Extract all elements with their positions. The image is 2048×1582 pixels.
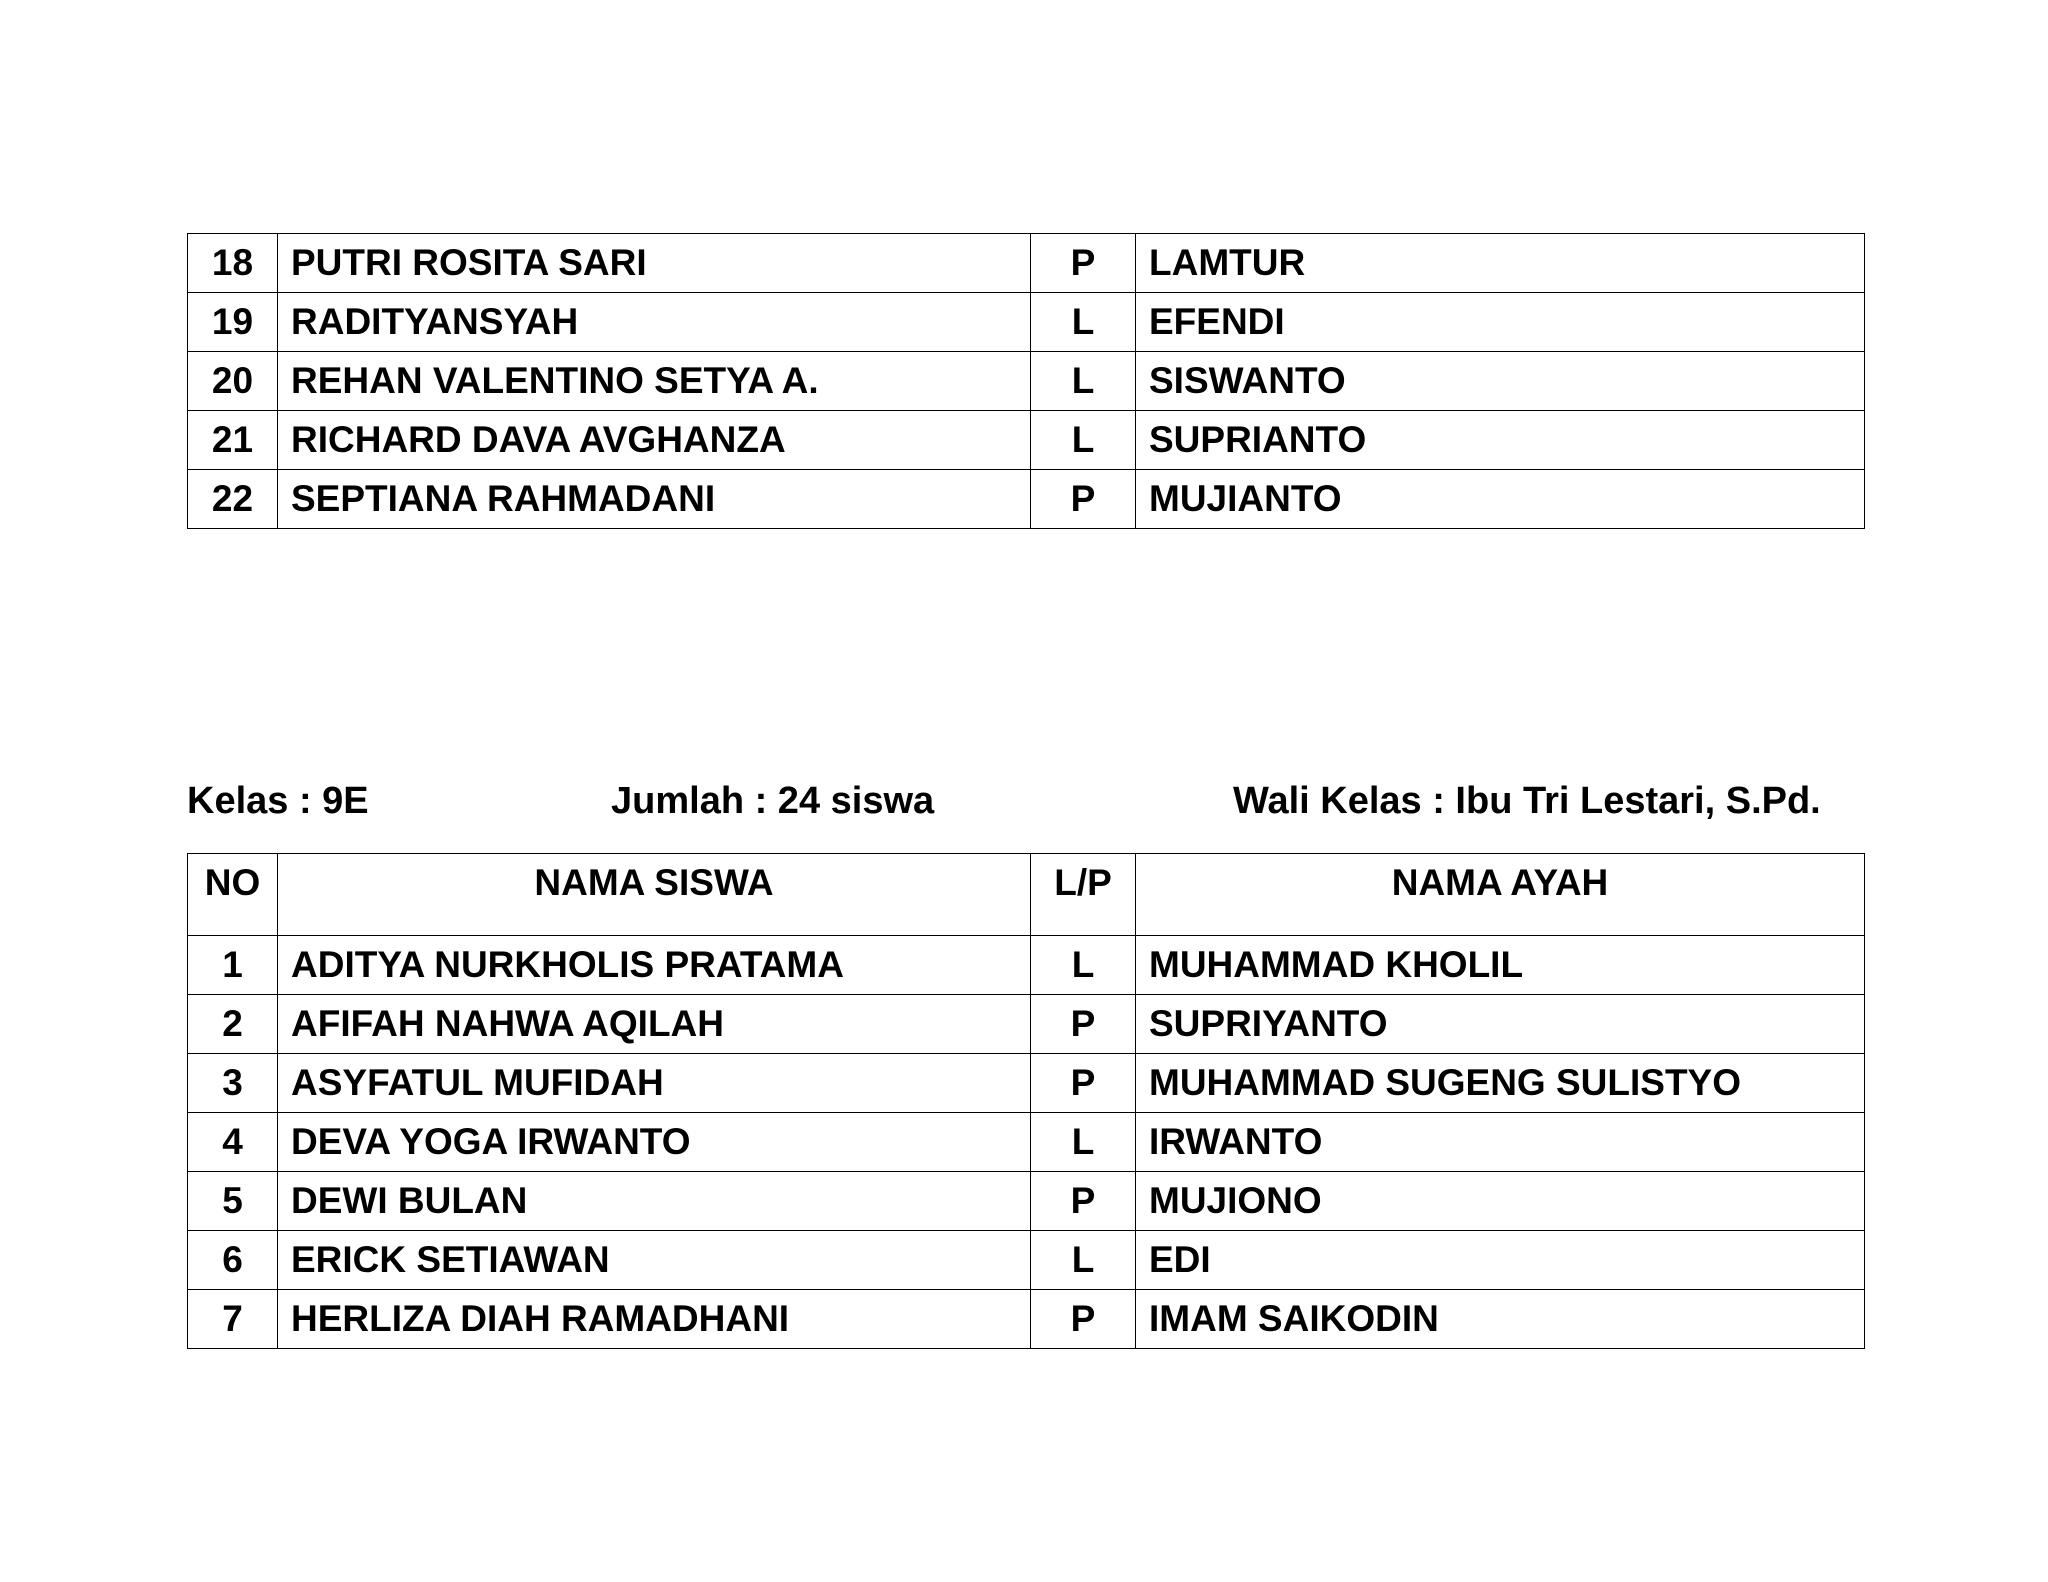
- class-label: Kelas : 9E: [187, 780, 369, 822]
- student-name: DEWI BULAN: [278, 1172, 1031, 1231]
- header-student-name: NAMA SISWA: [278, 854, 1031, 936]
- row-number: 5: [188, 1172, 278, 1231]
- father-name: MUJIONO: [1136, 1172, 1865, 1231]
- father-name: SUPRIYANTO: [1136, 995, 1865, 1054]
- student-name: ERICK SETIAWAN: [278, 1231, 1031, 1290]
- father-name: EDI: [1136, 1231, 1865, 1290]
- gender: L: [1031, 411, 1136, 470]
- student-name: PUTRI ROSITA SARI: [278, 234, 1031, 293]
- row-number: 21: [188, 411, 278, 470]
- table-row: [188, 352, 1865, 411]
- header-no: NO: [188, 854, 278, 936]
- header-father-name: NAMA AYAH: [1136, 854, 1865, 936]
- student-name: REHAN VALENTINO SETYA A.: [278, 352, 1031, 411]
- father-name: EFENDI: [1136, 293, 1865, 352]
- gender: L: [1031, 1113, 1136, 1172]
- father-name: MUJIANTO: [1136, 470, 1865, 529]
- gender: P: [1031, 995, 1136, 1054]
- father-name: MUHAMMAD KHOLIL: [1136, 936, 1865, 995]
- table-row: [188, 234, 1865, 293]
- student-table-continued: [187, 233, 1865, 529]
- row-number: 19: [188, 293, 278, 352]
- gender: L: [1031, 293, 1136, 352]
- table-row: [188, 1172, 1865, 1231]
- row-number: 22: [188, 470, 278, 529]
- father-name: SISWANTO: [1136, 352, 1865, 411]
- table-row: [188, 1231, 1865, 1290]
- student-name: RICHARD DAVA AVGHANZA: [278, 411, 1031, 470]
- gender: P: [1031, 1290, 1136, 1349]
- table-row: [188, 995, 1865, 1054]
- father-name: MUHAMMAD SUGENG SULISTYO: [1136, 1054, 1865, 1113]
- father-name: IRWANTO: [1136, 1113, 1865, 1172]
- table-row: [188, 1054, 1865, 1113]
- gender: P: [1031, 234, 1136, 293]
- gender: L: [1031, 1231, 1136, 1290]
- row-number: 2: [188, 995, 278, 1054]
- header-gender: L/P: [1031, 854, 1136, 936]
- student-name: HERLIZA DIAH RAMADHANI: [278, 1290, 1031, 1349]
- gender: P: [1031, 1054, 1136, 1113]
- table-row: [188, 411, 1865, 470]
- gender: P: [1031, 470, 1136, 529]
- table-row: [188, 1113, 1865, 1172]
- student-table-9e: [187, 853, 1865, 1349]
- row-number: 18: [188, 234, 278, 293]
- father-name: IMAM SAIKODIN: [1136, 1290, 1865, 1349]
- father-name: LAMTUR: [1136, 234, 1865, 293]
- gender: L: [1031, 352, 1136, 411]
- row-number: 20: [188, 352, 278, 411]
- student-name: RADITYANSYAH: [278, 293, 1031, 352]
- student-name: AFIFAH NAHWA AQILAH: [278, 995, 1031, 1054]
- student-name: DEVA YOGA IRWANTO: [278, 1113, 1031, 1172]
- student-count-label: Jumlah : 24 siswa: [611, 780, 935, 822]
- table-row: [188, 1290, 1865, 1349]
- father-name: SUPRIANTO: [1136, 411, 1865, 470]
- row-number: 6: [188, 1231, 278, 1290]
- table-row: [188, 936, 1865, 995]
- table-row: [188, 293, 1865, 352]
- homeroom-teacher-label: Wali Kelas : Ibu Tri Lestari, S.Pd.: [1233, 780, 1821, 822]
- gender: L: [1031, 936, 1136, 995]
- row-number: 7: [188, 1290, 278, 1349]
- row-number: 4: [188, 1113, 278, 1172]
- row-number: 1: [188, 936, 278, 995]
- gender: P: [1031, 1172, 1136, 1231]
- table-header-row: [188, 854, 1865, 936]
- row-number: 3: [188, 1054, 278, 1113]
- student-name: SEPTIANA RAHMADANI: [278, 470, 1031, 529]
- table-row: [188, 470, 1865, 529]
- student-name: ADITYA NURKHOLIS PRATAMA: [278, 936, 1031, 995]
- student-name: ASYFATUL MUFIDAH: [278, 1054, 1031, 1113]
